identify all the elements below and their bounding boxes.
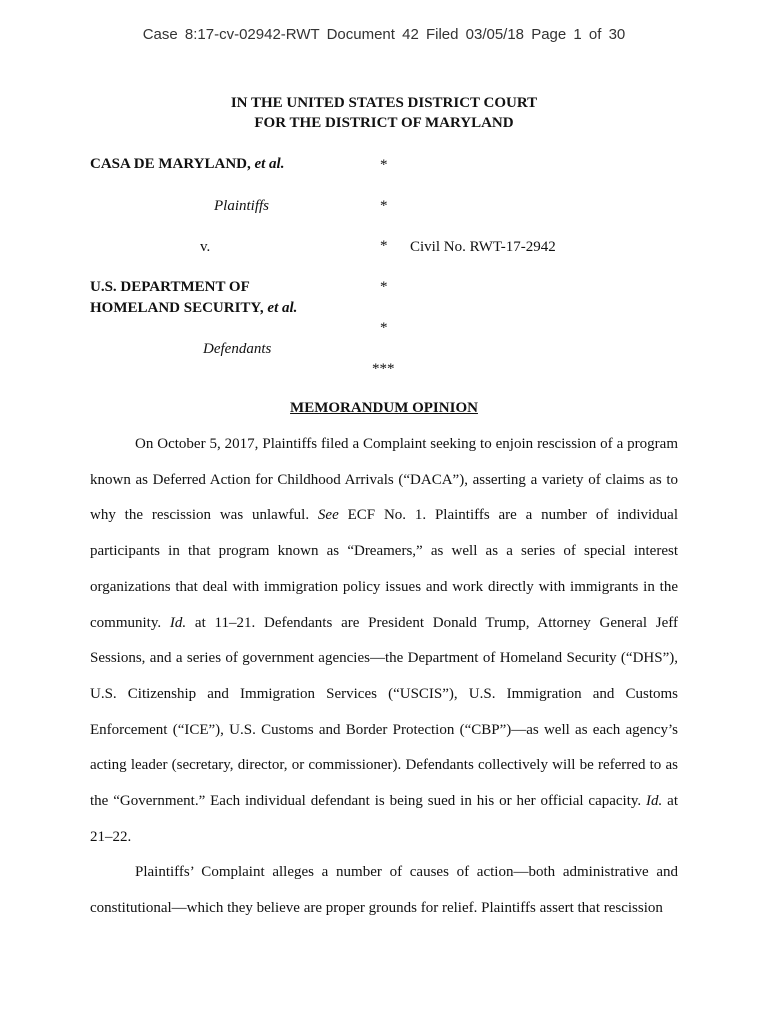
caption-star: * xyxy=(380,238,388,254)
caption-triple-star: *** xyxy=(372,361,395,377)
civil-number: Civil No. RWT-17-2942 xyxy=(410,239,556,255)
p1-text-d: at 21–22. xyxy=(90,793,679,845)
p1-text-b: ECF No. 1. Plaintiffs are a number of individual participants in that program known as “Dreamers,” as well as a series of special interest organizations that deal with immigration policy issues and work directly with immigrants in the community. xyxy=(90,507,678,631)
defendant-line-1: U.S. DEPARTMENT OF xyxy=(90,279,250,295)
court-line-1: IN THE UNITED STATES DISTRICT COURT xyxy=(230,95,538,111)
court-heading xyxy=(0,93,768,133)
plaintiff-name-text: CASA DE MARYLAND, xyxy=(90,156,251,172)
plaintiff-etal: et al. xyxy=(254,156,285,172)
citation-id: Id. xyxy=(646,793,663,810)
defendant-etal: et al. xyxy=(267,300,298,316)
defendant-name-text: HOMELAND SECURITY, xyxy=(90,300,264,316)
plaintiff-name xyxy=(90,154,284,174)
caption-star: * xyxy=(380,320,388,336)
opinion-body xyxy=(90,427,678,927)
defendants-label: Defendants xyxy=(203,341,272,357)
paragraph-1 xyxy=(90,427,678,855)
citation-id: Id. xyxy=(169,614,187,631)
plaintiffs-label: Plaintiffs xyxy=(214,198,270,214)
document-title: MEMORANDUM OPINION xyxy=(290,400,478,416)
caption-star: * xyxy=(380,198,388,214)
court-line-2: FOR THE DISTRICT OF MARYLAND xyxy=(254,115,514,131)
p1-text-a: On October 5, 2017, Plaintiffs filed a Complaint seeking to enjoin rescission of a program known as Deferred Action for Childhood Arrivals (“DACA”), asserting a variety of claims as to why the rescission was unlawful. xyxy=(90,436,678,524)
paragraph-2: Plaintiffs’ Complaint alleges a number of causes of action—both administrative and constitutional—which they believe are proper grounds for relief. Plaintiffs assert that rescission xyxy=(90,864,678,917)
case-header: Case 8:17-cv-02942-RWT Document 42 Filed 03/05/18 Page 1 of 30 xyxy=(142,26,626,43)
defendant-line-2 xyxy=(90,298,297,318)
p1-text-c: at 11–21. Defendants are President Donald Trump, Attorney General Jeff Sessions, and a series of government agencies—the Department of Homeland Security (“DHS”), U.S. Citizenship and Immigration Services (“USCIS”), U.S. Immigration and Customs Enforcement (“ICE”), U.S. Customs and Border Protection (“CBP”)—as well as each agency’s acting leader (secretary, director, or commissioner). Defendants collectively will be referred to as the “Government.” Each individual defendant is being sued in his or her official capacity. xyxy=(90,614,678,810)
citation-see: See xyxy=(317,507,339,524)
caption-star: * xyxy=(380,279,388,295)
versus: v. xyxy=(200,239,211,255)
caption-star: * xyxy=(380,157,388,173)
